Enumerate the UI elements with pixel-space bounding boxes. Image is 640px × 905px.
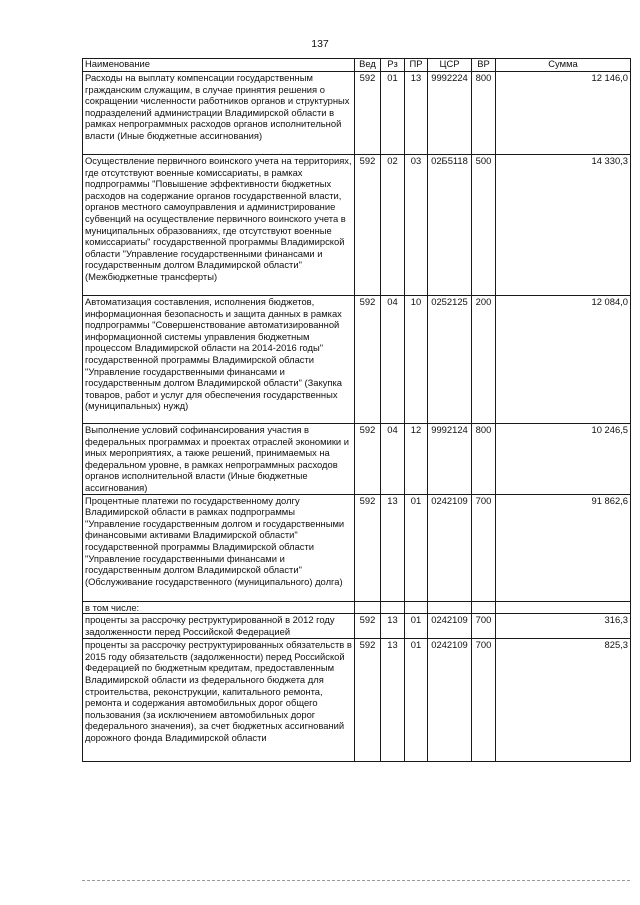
row-name: Расходы на выплату компенсации государственным гражданским служащим, в случае принятия решения о сокращении численности работников органов и структурных подразделений администрации Владимирской области в рамках непрограммных расходов органов исполнительной власти (Иные бюджетные ассигнования) xyxy=(83,72,355,155)
row-sum: 14 330,3 xyxy=(496,155,631,296)
row-sum: 91 862,6 xyxy=(496,494,631,601)
header-csr: ЦСР xyxy=(428,59,472,72)
row-pr: 01 xyxy=(405,494,428,601)
row-vr: 500 xyxy=(472,155,496,296)
row-name: проценты за рассрочку реструктурированных обязательств в 2015 году обязательств (задолженности) перед Российской Федерацией по бюджетным кредитам, предоставленным Владимирской области из федерального бюджета для строительства, реконструкции, капитального ремонта, ремонта и содержания автомобильных дорог общего пользования (за исключением автомобильных дорог федерального значения), за счет бюджетных ассигнований дорожного фонда Владимирской области xyxy=(83,639,355,762)
row-csr xyxy=(428,601,472,614)
row-name: проценты за рассрочку реструктурированной в 2012 году задолженности перед Российской Федерацией xyxy=(83,614,355,639)
header-sum: Сумма xyxy=(496,59,631,72)
row-rz: 01 xyxy=(381,72,405,155)
row-csr: 0242109 xyxy=(428,614,472,639)
row-sum: 12 146,0 xyxy=(496,72,631,155)
page-number: 137 xyxy=(311,38,329,50)
table-row xyxy=(83,424,631,495)
row-ved: 592 xyxy=(355,494,381,601)
row-csr: 9992124 xyxy=(428,424,472,495)
row-name: в том числе: xyxy=(83,601,355,614)
row-ved: 592 xyxy=(355,155,381,296)
row-vr: 800 xyxy=(472,72,496,155)
row-csr: 0242109 xyxy=(428,639,472,762)
row-pr: 13 xyxy=(405,72,428,155)
row-rz: 04 xyxy=(381,424,405,495)
row-vr xyxy=(472,601,496,614)
row-name: Выполнение условий софинансирования участия в федеральных программах и проектах отраслей экономики и иных мероприятиях, а также решений, принимаемых на федеральном уровне, в рамках непрограммных расходов органов исполнительной власти (Иные бюджетные ассигнования) xyxy=(83,424,355,495)
row-rz: 13 xyxy=(381,614,405,639)
table-row xyxy=(83,155,631,296)
row-csr: 0242109 xyxy=(428,494,472,601)
table-row xyxy=(83,72,631,155)
row-vr: 800 xyxy=(472,424,496,495)
table-row xyxy=(83,614,631,639)
header-vr: ВР xyxy=(472,59,496,72)
table-row xyxy=(83,601,631,614)
row-csr: 9992224 xyxy=(428,72,472,155)
row-ved: 592 xyxy=(355,639,381,762)
row-ved: 592 xyxy=(355,424,381,495)
row-sum xyxy=(496,601,631,614)
row-csr: 02Б5118 xyxy=(428,155,472,296)
row-sum: 12 084,0 xyxy=(496,296,631,424)
row-sum: 316,3 xyxy=(496,614,631,639)
table-row xyxy=(83,296,631,424)
row-ved: 592 xyxy=(355,72,381,155)
row-rz xyxy=(381,601,405,614)
row-rz: 13 xyxy=(381,639,405,762)
table-row xyxy=(83,494,631,601)
row-ved: 592 xyxy=(355,614,381,639)
footer-rule xyxy=(82,880,630,881)
row-name: Процентные платежи по государственному долгу Владимирской области в рамках подпрограммы "Управление государственным долгом и государственными финансовыми активами Владимирской области" государственной программы Владимирской области "Управление государственными финансами и государственным долгом Владимирской области" (Обслуживание государственного (муниципального) долга) xyxy=(83,494,355,601)
row-ved: 592 xyxy=(355,296,381,424)
row-pr: 10 xyxy=(405,296,428,424)
row-ved xyxy=(355,601,381,614)
table-header-row xyxy=(83,59,631,72)
header-name: Наименование xyxy=(83,59,355,72)
row-pr: 01 xyxy=(405,639,428,762)
row-pr: 12 xyxy=(405,424,428,495)
row-vr: 700 xyxy=(472,639,496,762)
row-pr xyxy=(405,601,428,614)
header-ved: Вед xyxy=(355,59,381,72)
row-csr: 0252125 xyxy=(428,296,472,424)
row-rz: 04 xyxy=(381,296,405,424)
row-pr: 03 xyxy=(405,155,428,296)
row-vr: 200 xyxy=(472,296,496,424)
row-sum: 10 246,5 xyxy=(496,424,631,495)
row-vr: 700 xyxy=(472,494,496,601)
row-name: Осуществление первичного воинского учета на территориях, где отсутствуют военные комиссариаты, в рамках подпрограммы "Повышение эффективности бюджетных расходов на содержание органов государственной власти, органов местного самоуправления и администрирование субвенций на осуществление первичного воинского учета в муниципальных образованиях, где отсутствуют военные комиссариаты" государственной программы Владимирской области "Управление государственными финансами и государственным долгом Владимирской области" (Межбюджетные трансферты) xyxy=(83,155,355,296)
row-pr: 01 xyxy=(405,614,428,639)
row-name: Автоматизация составления, исполнения бюджетов, информационная безопасность и защита данных в рамках подпрограммы "Совершенствование автоматизированной информационной системы управления бюджетным процессом Владимирской области на 2014-2016 годы" государственной программы Владимирской области "Управление государственными финансами и государственным долгом Владимирской области" (Закупка товаров, работ и услуг для обеспечения государственных (муниципальных) нужд) xyxy=(83,296,355,424)
header-pr: ПР xyxy=(405,59,428,72)
row-rz: 13 xyxy=(381,494,405,601)
row-sum: 825,3 xyxy=(496,639,631,762)
row-vr: 700 xyxy=(472,614,496,639)
row-rz: 02 xyxy=(381,155,405,296)
budget-table xyxy=(82,58,631,762)
table-row xyxy=(83,639,631,762)
header-rz: Рз xyxy=(381,59,405,72)
